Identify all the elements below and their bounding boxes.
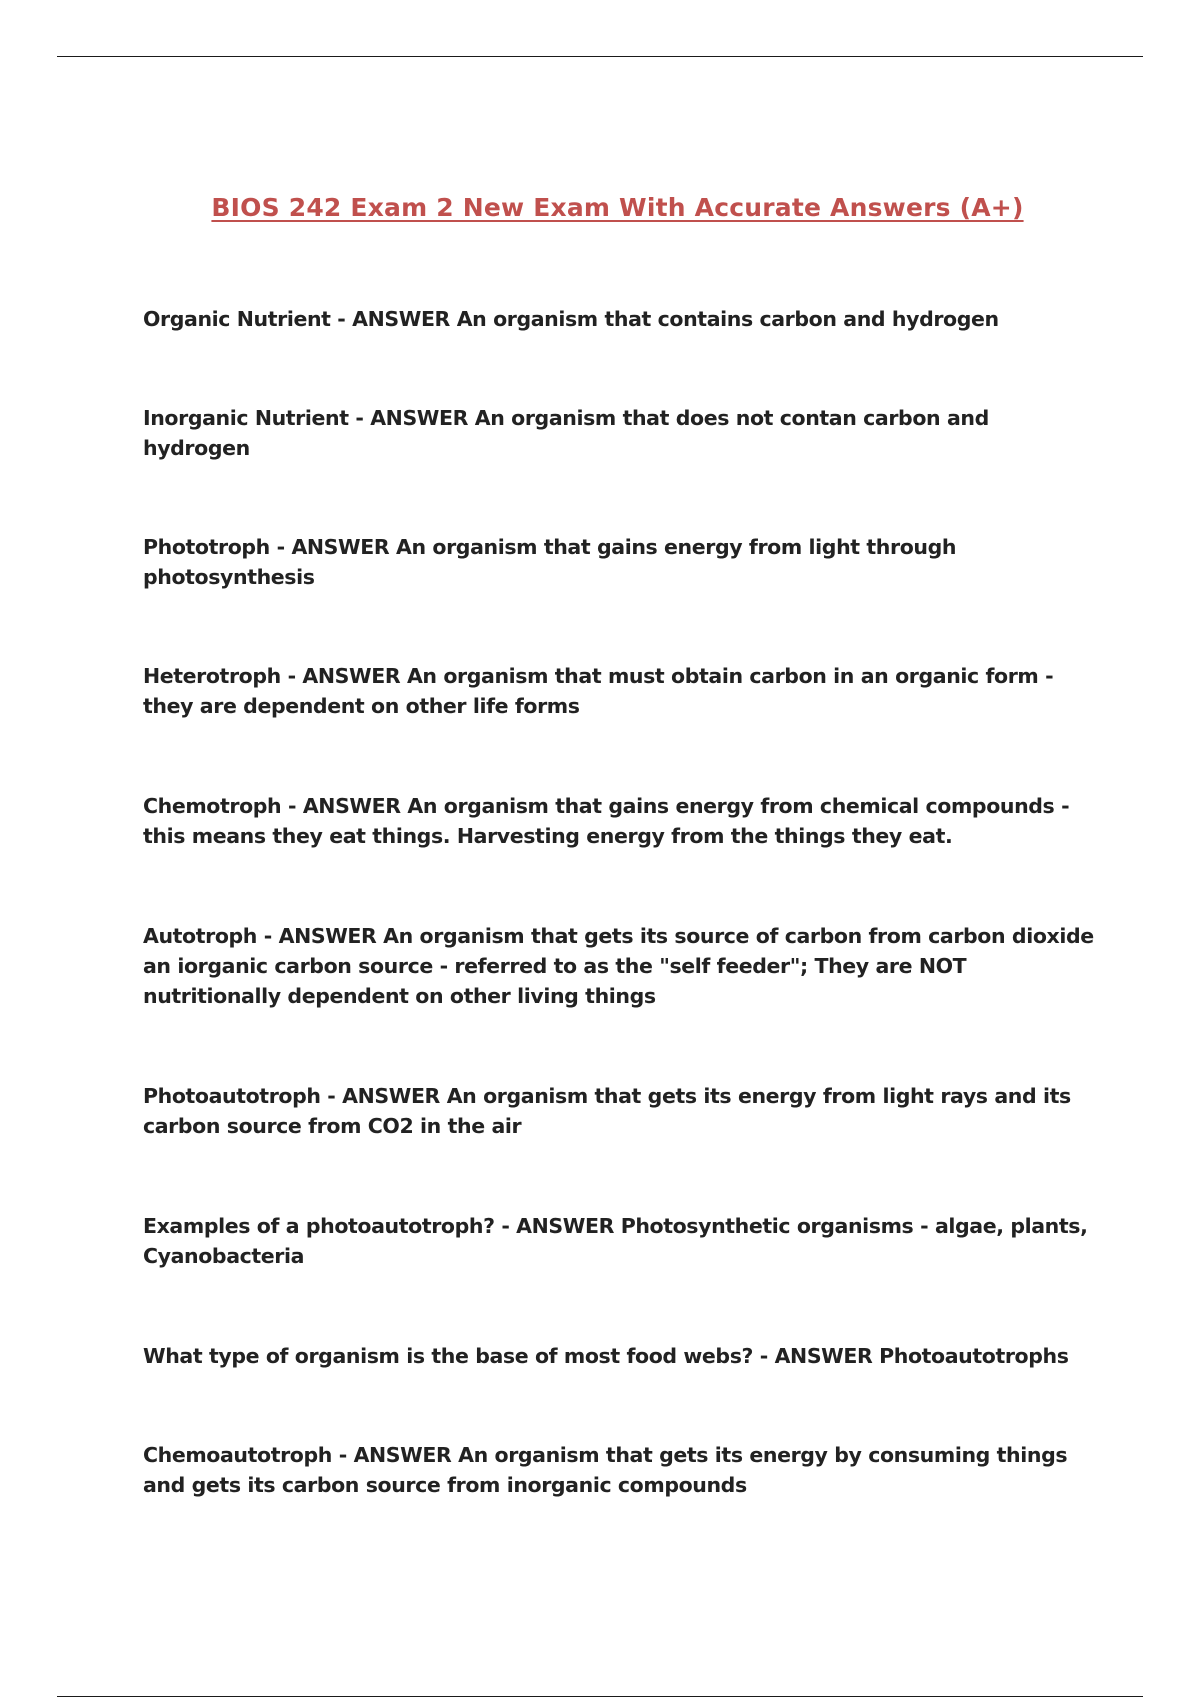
qa-answer-marker: ANSWER <box>278 924 377 948</box>
qa-answer: Photoautotrophs <box>879 1344 1069 1368</box>
qa-item: Organic Nutrient - ANSWER An organism that contains carbon and hydrogen <box>143 307 999 331</box>
qa-term: Heterotroph <box>143 664 281 688</box>
qa-answer: Photosynthetic organisms - algae, plants, Cyanobacteria <box>143 1214 1088 1268</box>
qa-term: Chemoautotroph <box>143 1443 332 1467</box>
qa-item: Phototroph - ANSWER An organism that gains energy from light through photosynthesis <box>143 535 957 589</box>
qa-answer-marker: ANSWER <box>352 307 450 331</box>
qa-answer-marker: ANSWER <box>302 664 401 688</box>
qa-answer: An organism that gets its energy by consuming things and gets its carbon source from inorganic compounds <box>143 1443 1068 1497</box>
qa-answer: An organism that must obtain carbon in an organic form - they are dependent on other life forms <box>143 664 1054 718</box>
qa-answer: An organism that contains carbon and hydrogen <box>456 307 999 331</box>
qa-answer-marker: ANSWER <box>291 535 390 559</box>
qa-answer: An organism that gains energy from chemical compounds - this means they eat things. Harvesting energy from the things they eat. <box>143 794 1070 848</box>
footer-rule <box>57 1696 1143 1697</box>
qa-term: Photoautotroph <box>143 1084 321 1108</box>
qa-term: Inorganic Nutrient <box>143 406 349 430</box>
qa-item: Chemotroph - ANSWER An organism that gains energy from chemical compounds - this means they eat things. Harvesting energy from the things they eat. <box>143 794 1070 848</box>
qa-term: Organic Nutrient <box>143 307 331 331</box>
qa-answer-marker: ANSWER <box>370 406 469 430</box>
qa-answer-marker: ANSWER <box>774 1344 873 1368</box>
qa-answer-marker: ANSWER <box>302 794 401 818</box>
qa-term: Examples of a photoautotroph? <box>143 1214 495 1238</box>
qa-answer-marker: ANSWER <box>342 1084 440 1108</box>
qa-list <box>143 304 1098 1500</box>
qa-answer-marker: ANSWER <box>516 1214 614 1238</box>
qa-term: Autotroph <box>143 924 258 948</box>
document-title: BIOS 242 Exam 2 New Exam With Accurate Answers (A+) <box>211 193 1024 222</box>
qa-answer: An organism that gets its energy from light rays and its carbon source from CO2 in the air <box>143 1084 1071 1138</box>
qa-term: Phototroph <box>143 535 270 559</box>
qa-item: What type of organism is the base of most food webs? - ANSWER Photoautotrophs <box>143 1344 1069 1368</box>
qa-item: Examples of a photoautotroph? - ANSWER Photosynthetic organisms - algae, plants, Cyanobacteria <box>143 1214 1088 1268</box>
qa-item: Chemoautotroph - ANSWER An organism that gets its energy by consuming things and gets its carbon source from inorganic compounds <box>143 1443 1068 1497</box>
qa-item: Inorganic Nutrient - ANSWER An organism that does not contan carbon and hydrogen <box>143 406 989 460</box>
qa-term: Chemotroph <box>143 794 282 818</box>
qa-answer-marker: ANSWER <box>353 1443 452 1467</box>
header-rule <box>57 56 1143 57</box>
qa-answer: An organism that does not contan carbon and hydrogen <box>143 406 989 460</box>
qa-item: Autotroph - ANSWER An organism that gets its source of carbon from carbon dioxide an iorganic carbon source - referred to as the "self feeder"; They are NOT nutritionally dependent on other living things <box>143 924 1094 1008</box>
qa-answer: An organism that gains energy from light through photosynthesis <box>143 535 957 589</box>
qa-answer: An organism that gets its source of carbon from carbon dioxide an iorganic carbon source - referred to as the "self feeder"; They are NOT nutritionally dependent on other living things <box>143 924 1094 1008</box>
qa-term: What type of organism is the base of most food webs? <box>143 1344 753 1368</box>
qa-item: Photoautotroph - ANSWER An organism that gets its energy from light rays and its carbon source from CO2 in the air <box>143 1084 1071 1138</box>
qa-item: Heterotroph - ANSWER An organism that must obtain carbon in an organic form - they are dependent on other life forms <box>143 664 1054 718</box>
